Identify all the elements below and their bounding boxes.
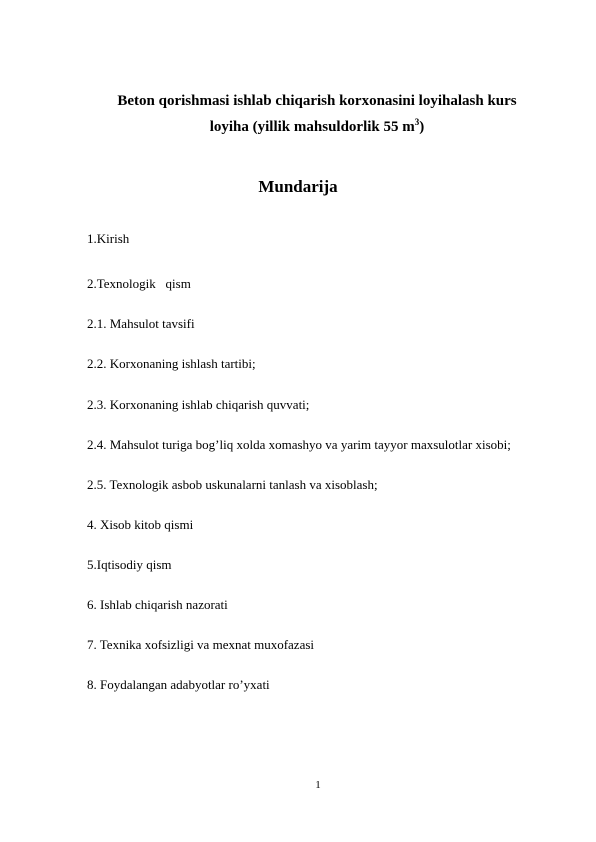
document-title-line-1: Beton qorishmasi ishlab chiqarish korxonasini loyihalash kurs — [117, 93, 517, 109]
toc-item-calculation-part: 4. Xisob kitob qismi — [87, 517, 194, 532]
toc-item-safety: 7. Texnika xofsizligi va mexnat muxofazasi — [87, 637, 315, 652]
cubic-superscript: 3 — [414, 117, 420, 127]
toc-item-equipment-selection: 2.5. Texnologik asbob uskunalarni tanlash va xisoblash; — [87, 477, 378, 492]
toc-item-work-schedule: 2.2. Korxonaning ishlash tartibi; — [87, 356, 256, 371]
toc-item-introduction: 1.Kirish — [87, 231, 130, 246]
document-title-line-2 — [60, 117, 574, 137]
page-number: 1 — [315, 779, 321, 791]
contents-heading: Mundarija — [258, 177, 338, 196]
document-title-line-2-text: loyiha (yillik mahsuldorlik 55 m — [209, 119, 415, 135]
toc-item-raw-material-calculation: 2.4. Mahsulot turiga bog’liq xolda xomashyo va yarim tayyor maxsulotlar xisobi; — [87, 437, 511, 452]
toc-item-production-capacity: 2.3. Korxonaning ishlab chiqarish quvvati; — [87, 397, 310, 412]
toc-item-references: 8. Foydalangan adabyotlar ro’yxati — [87, 677, 270, 692]
document-title-line-2-end: ) — [419, 119, 425, 135]
toc-item-technological-part: 2.Texnologik qism — [87, 276, 191, 291]
toc-item-production-control: 6. Ishlab chiqarish nazorati — [87, 597, 228, 612]
toc-item-economic-part: 5.Iqtisodiy qism — [87, 557, 172, 572]
toc-item-product-description: 2.1. Mahsulot tavsifi — [87, 316, 195, 331]
